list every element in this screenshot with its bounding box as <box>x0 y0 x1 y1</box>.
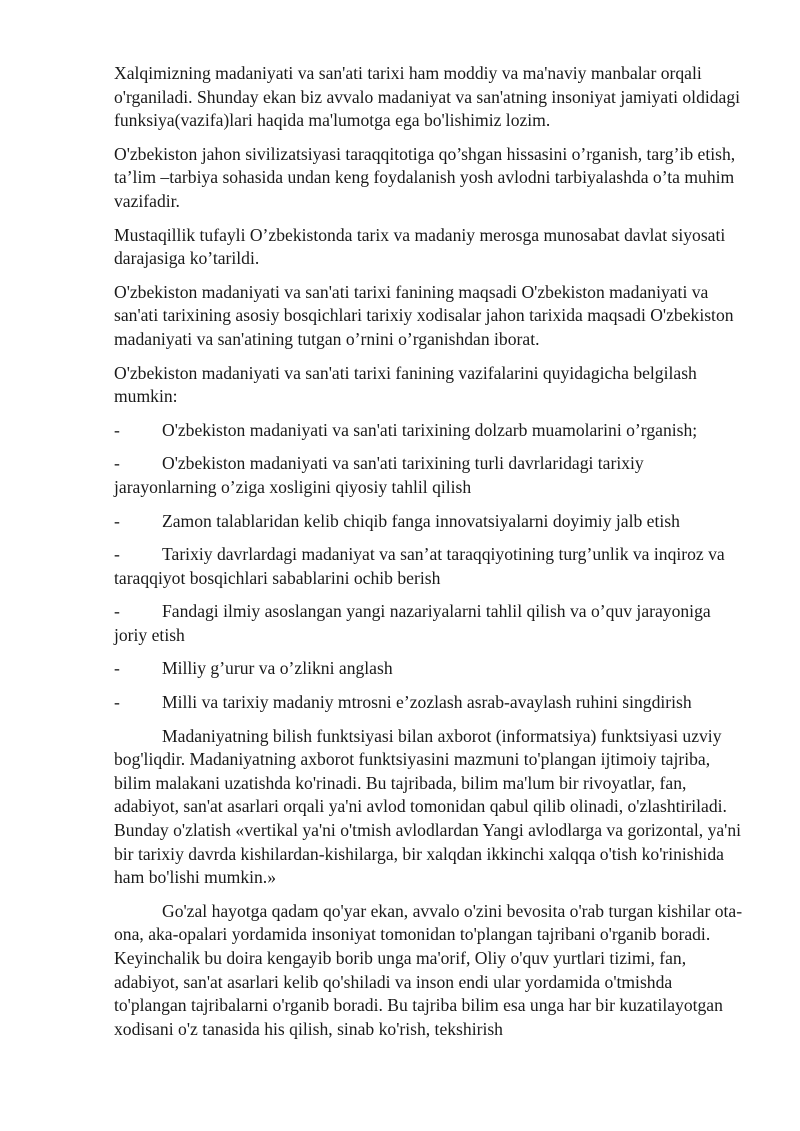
paragraph-1: Xalqimizning madaniyati va san'ati tarixi ham moddiy va ma'naviy manbalar orqali o'rganiladi. Shunday ekan biz avvalo madaniyat va san'atning insoniyat jamiyati oldidagi funksiya(vazifa)lari haqida ma'lumotga ega bo'lishimiz lozim. <box>114 63 741 131</box>
paragraph-5: O'zbekiston madaniyati va san'ati tarixi fanining vazifalarini quyidagicha belgilash mumkin: <box>114 362 697 407</box>
list-item-text: Fandagi ilmiy asoslangan yangi nazariyalarni tahlil qilish va o’quv jarayoniga joriy etish <box>114 601 711 645</box>
list-item-text: Milliy g’urur va o’zlikni anglash <box>162 658 393 679</box>
bullet-marker: - <box>114 658 120 679</box>
paragraph-3: Mustaqillik tufayli O’zbekistonda tarix va madaniy merosga munosabat davlat siyosati darajasiga ko’tarildi. <box>114 224 726 269</box>
document-page <box>114 62 744 1051</box>
paragraph-6: Madaniyatning bilish funktsiyasi bilan axborot (informatsiya) funktsiyasi uzviy bog'liqdir. Madaniyatning axborot funktsiyasini mazmuni to'plangan ijtimoiy tajriba, bilim malakani uzatishda ko'rinadi. Bu tajribada, bilim ma'lum bir rivoyatlar, fan, adabiyot, san'at asarlari orqali ya'ni avlod tomonidan qabul qilib olinadi, o'zlashtiriladi. Bunday o'zlatish «vertikal ya'ni o'tmish avlodlardan Yangi avlodlarga va gorizontal, ya'ni bir tarixiy davrda kishilardan-kishilarga, bir xalqdan ikkinchi xalqqa o'tish ko'rinishida ham bo'lishi mumkin.» <box>114 725 742 888</box>
list-item <box>114 600 744 647</box>
list-item <box>114 510 744 534</box>
bullet-marker: - <box>114 510 120 531</box>
list-item <box>114 543 744 590</box>
list-item-text: Zamon talablaridan kelib chiqib fanga innovatsiyalarni doyimiy jalb etish <box>162 510 680 531</box>
bullet-marker: - <box>114 544 120 565</box>
paragraph-4: O'zbekiston madaniyati va san'ati tarixi fanining maqsadi O'zbekiston madaniyati va san'ati tarixining asosiy bosqichlari tarixiy xodisalar jahon tarixida maqsadi O'zbekiston madaniyati va san'atining tutgan o’rnini o’rganishdan iborat. <box>114 281 734 349</box>
list-item <box>114 657 744 681</box>
paragraph-2: O'zbekiston jahon sivilizatsiyasi taraqqitotiga qo’shgan hissasini o’rganish, targ’ib etish, ta’lim –tarbiya sohasida undan keng foydalanish yosh avlodni tarbiyalashda o’ta muhim vazifadir. <box>114 143 736 211</box>
list-item-text: O'zbekiston madaniyati va san'ati tarixining turli davrlaridagi tarixiy jarayonlarning o’ziga xosligini qiyosiy tahlil qilish <box>114 453 644 497</box>
list-item <box>114 419 744 443</box>
paragraph-7: Go'zal hayotga qadam qo'yar ekan, avvalo o'zini bevosita o'rab turgan kishilar ota-ona, aka-opalari yordamida insoniyat tomonidan to'plangan tajribani o'rganib boradi. Keyinchalik bu doira kengayib borib unga ma'orif, Oliy o'quv yurtlari tizimi, fan, adabiyot, san'at asarlari kelib qo'shiladi va inson endi ular yordamida o'tmishda to'plangan tajribalarni o'rganib boradi. Bu tajriba bilim esa unga har bir kuzatilayotgan xodisani o'z tanasida his qilish, sinab ko'rish, tekshirish <box>114 900 743 1039</box>
list-item-text: Tarixiy davrlardagi madaniyat va san’at taraqqiyotining turg’unlik va inqiroz va taraqqiyot bosqichlari sabablarini ochib berish <box>114 544 725 588</box>
list-item-text: Milli va tarixiy madaniy mtrosni e’zozlash asrab-avaylash ruhini singdirish <box>162 692 692 713</box>
bullet-marker: - <box>114 453 120 474</box>
bullet-marker: - <box>114 419 120 440</box>
list-item-text: O'zbekiston madaniyati va san'ati tarixining dolzarb muamolarini o’rganish; <box>162 419 698 440</box>
list-item <box>114 691 744 715</box>
bullet-marker: - <box>114 601 120 622</box>
list-item <box>114 452 744 499</box>
bullet-marker: - <box>114 692 120 713</box>
